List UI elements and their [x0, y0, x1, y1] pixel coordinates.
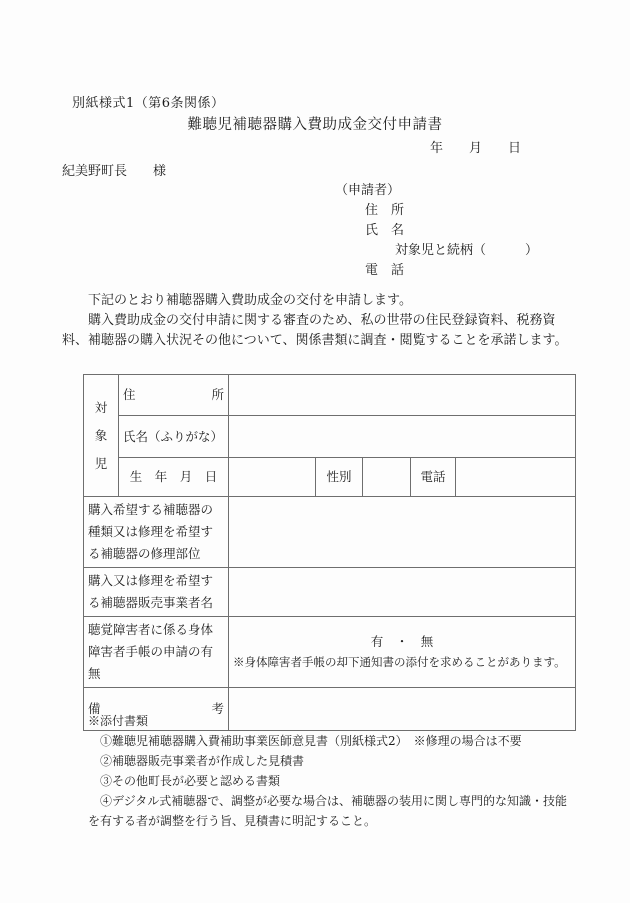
intro-paragraphs	[62, 291, 572, 351]
group-char-2: 象	[94, 427, 108, 443]
group-char-3: 児	[94, 455, 108, 471]
device-type-value-cell	[229, 497, 576, 568]
attachment-item-1: ①難聴児補聴器購入費補助事業医師意見書（別紙様式2） ※修理の場合は不要	[100, 734, 522, 748]
gender-value-cell	[363, 458, 411, 497]
vendor-value-cell	[229, 568, 576, 617]
certificate-value-cell	[229, 617, 576, 688]
date-month-label: 月	[469, 141, 483, 156]
addressee: 紀美野町長 様	[62, 164, 167, 179]
applicant-name-label: 氏 名	[365, 223, 405, 238]
date-day-label: 日	[508, 141, 522, 156]
target-child-group-label	[84, 375, 119, 497]
attachments-section	[88, 711, 574, 831]
applicant-phone-label: 電 話	[365, 263, 405, 278]
date-year-label: 年	[430, 141, 444, 156]
attachment-item-2: ②補聴器販売事業者が作成した見積書	[100, 754, 305, 768]
applicant-heading: （申請者）	[335, 183, 401, 198]
intro-line-2: 購入費助成金の交付申請に関する審査のため、私の世帯の住民登録資料、税務資料、補聴器の購入状況その他について、関係書類に調査・閲覧することを承諾します。	[62, 313, 568, 348]
applicant-block	[335, 181, 538, 281]
application-table	[83, 374, 576, 731]
certificate-label: 聴覚障害者に係る身体障害者手帳の申請の有無	[84, 617, 229, 688]
certificate-note: ※身体障害者手帳の却下通知書の添付を求めることがあります。	[233, 655, 566, 669]
child-name-value-cell	[229, 416, 576, 458]
birthdate-label: 生 年 月 日	[119, 458, 229, 497]
applicant-address-label: 住 所	[365, 203, 405, 218]
device-type-label: 購入希望する補聴器の種類又は修理を希望する補聴器の修理部位	[84, 497, 229, 568]
phone-value-cell	[456, 458, 576, 497]
child-address-label: 住 所	[119, 375, 229, 416]
form-number: 別紙様式1（第6条関係）	[72, 96, 225, 111]
applicant-relation-label: 対象児と続柄（ ）	[395, 243, 539, 258]
remarks-label: 備 考	[84, 688, 229, 731]
phone-label: 電話	[411, 458, 456, 497]
group-char-1: 対	[94, 399, 108, 415]
birthdate-value-cell	[229, 458, 316, 497]
attachments-heading: ※添付書類	[88, 714, 149, 728]
attachment-item-3: ③その他町長が必要と認める書類	[100, 774, 281, 788]
intro-line-1: 下記のとおり補聴器購入費助成金の交付を申請します。	[88, 293, 412, 308]
vendor-label: 購入又は修理を希望する補聴器販売事業者名	[84, 568, 229, 617]
child-name-label: 氏名（ふりがな）	[119, 416, 229, 458]
child-address-value-cell	[229, 375, 576, 416]
attachment-item-4: ④デジタル式補聴器で、調整が必要な場合は、補聴器の装用に関し専門的な知識・技能を有する者が調整を行う旨、見積書に明記すること。	[88, 794, 568, 828]
gender-label: 性別	[316, 458, 363, 497]
date-line	[430, 137, 521, 156]
certificate-yes-no: 有 ・ 無	[370, 634, 434, 649]
document-title: 難聴児補聴器購入費助成金交付申請書	[187, 117, 443, 133]
